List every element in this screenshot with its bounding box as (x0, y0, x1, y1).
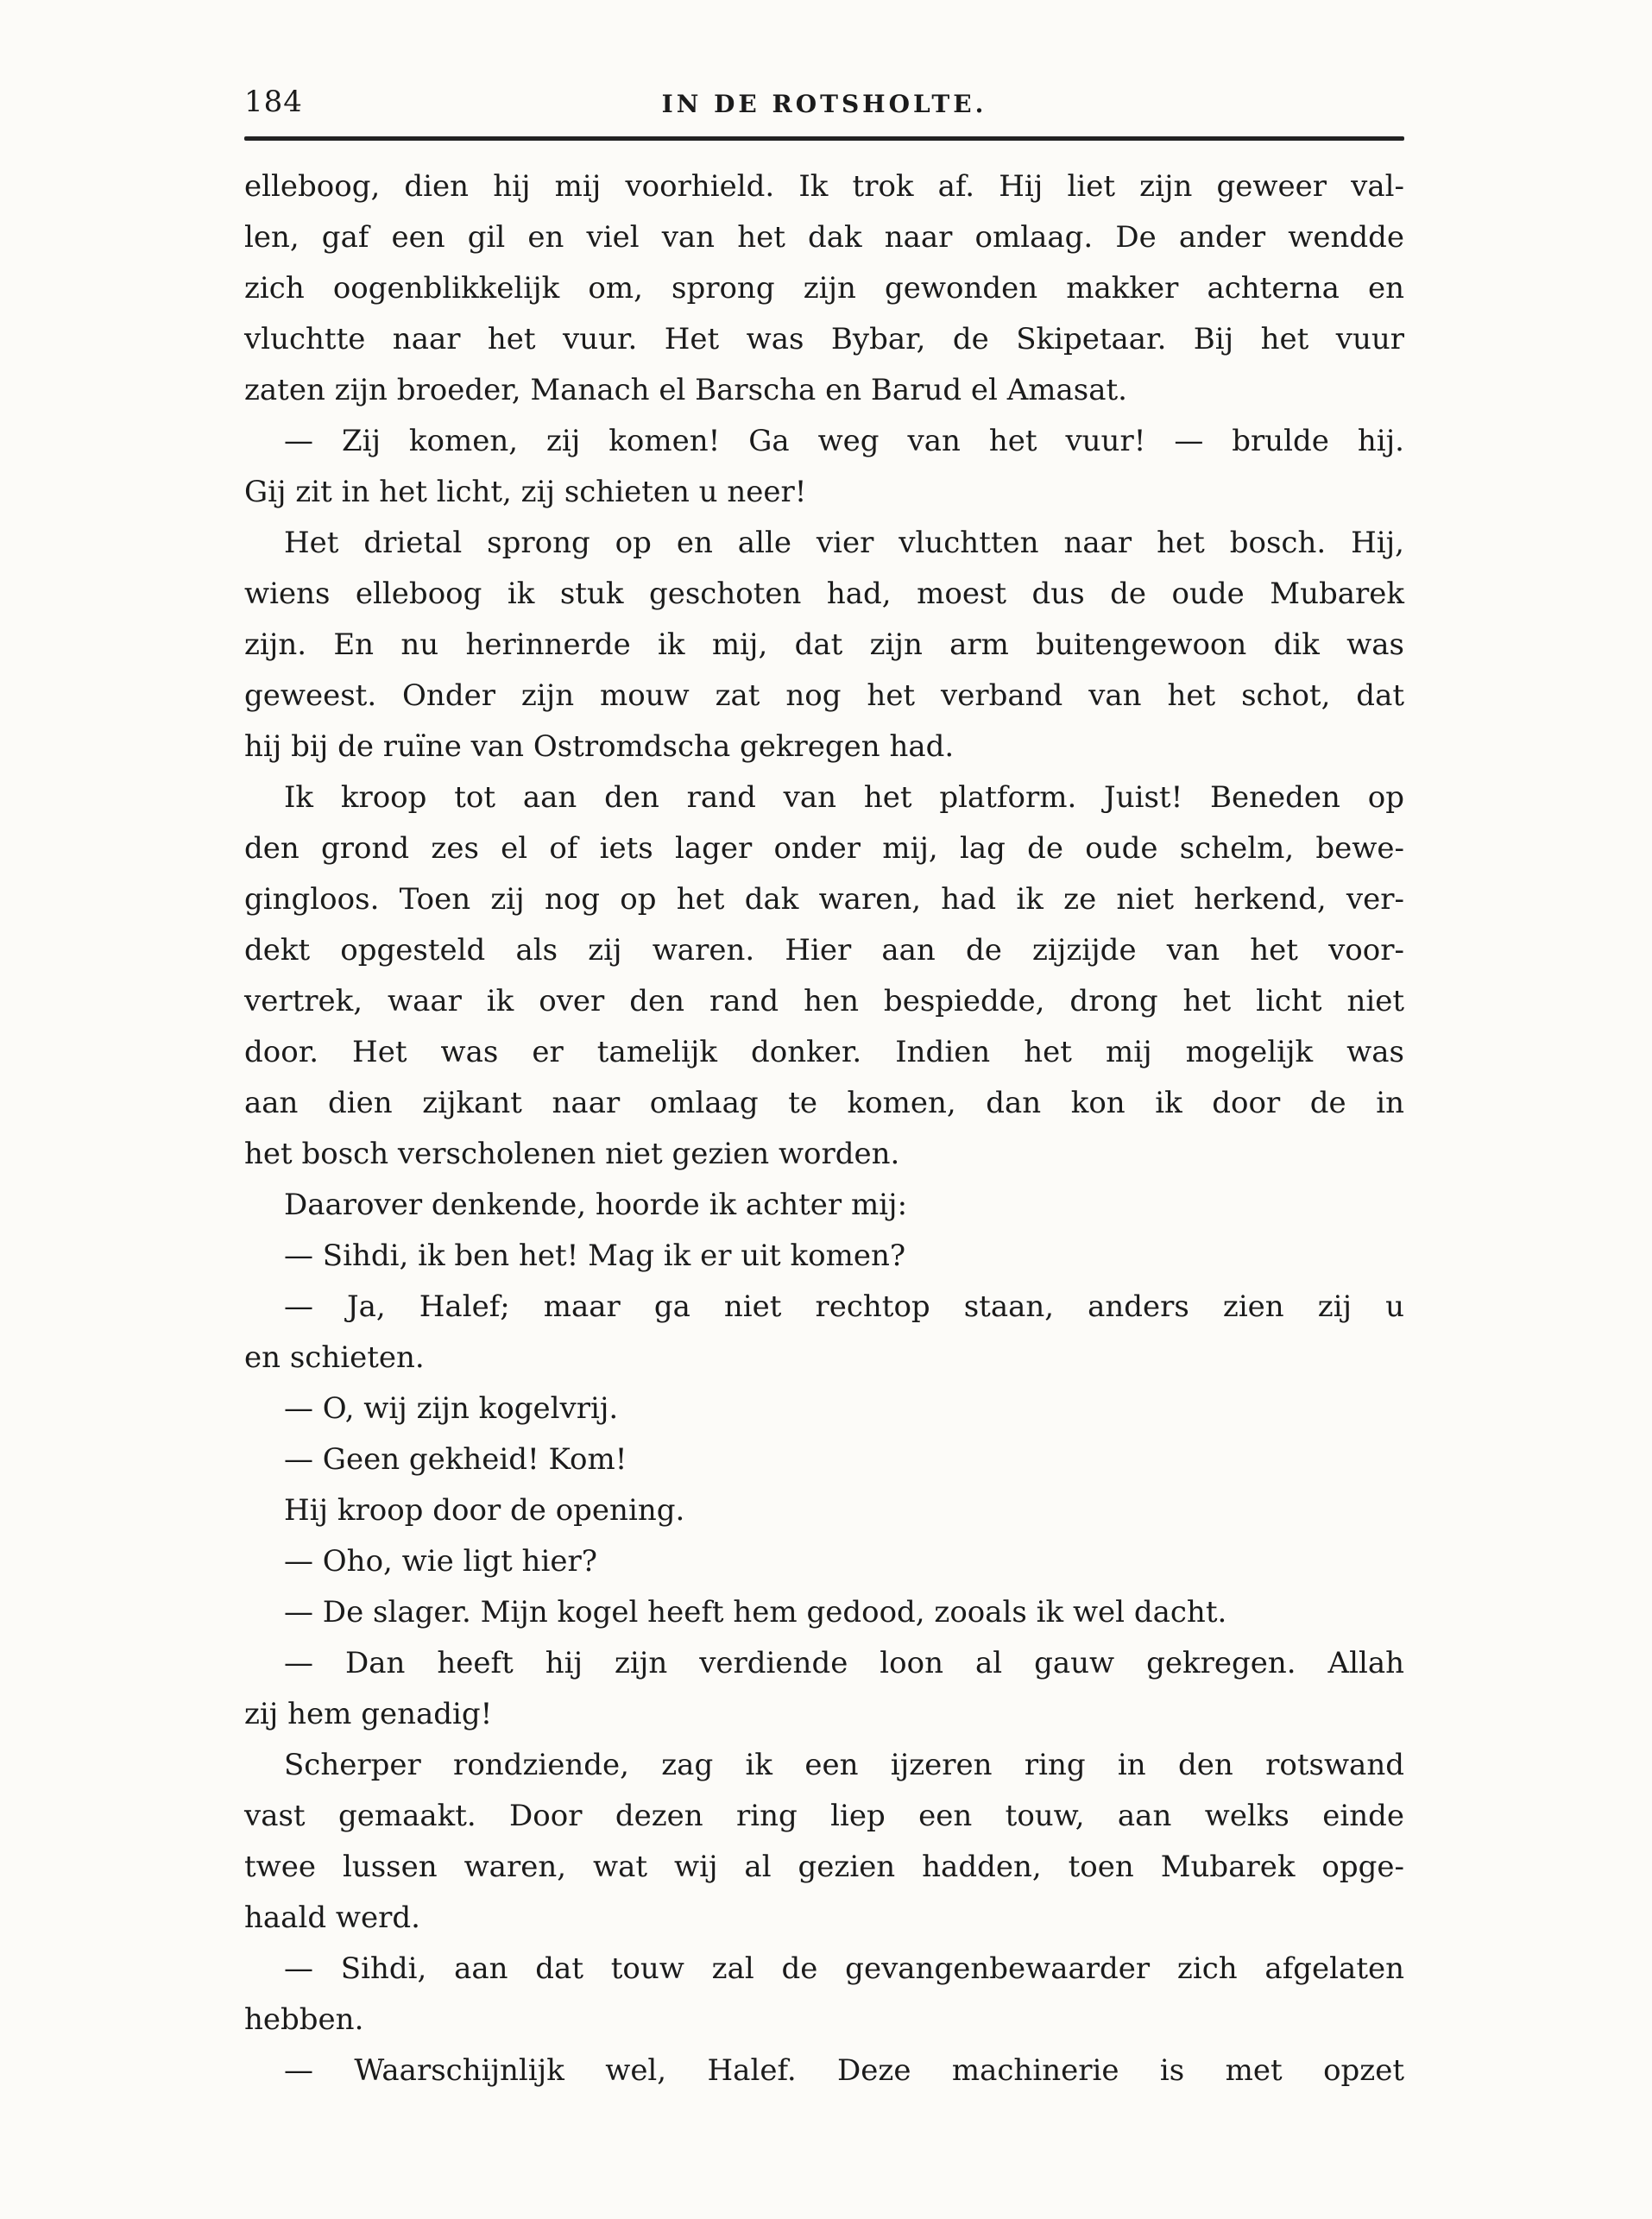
text-line: zij hem genadig! (244, 1697, 493, 1731)
page-number: 184 (244, 85, 303, 119)
text-line: vluchtte naar het vuur. Het was Bybar, de Skipetaar. Bij het vuur (244, 322, 1404, 356)
text-line: vertrek, waar ik over den rand hen bespiedde, drong het licht niet (244, 984, 1404, 1018)
text-line: en schieten. (244, 1340, 425, 1375)
text-line: Scherper rondziende, zag ik een ijzeren ring in den rotswand (284, 1748, 1404, 1782)
text-line: hebben. (244, 2002, 364, 2037)
paragraph (244, 1180, 1404, 1231)
text-line: Hij kroop door de opening. (284, 1493, 685, 1528)
text-line: — Oho, wie ligt hier? (284, 1544, 597, 1579)
paragraph (244, 416, 1404, 518)
text-line: geweest. Onder zijn mouw zat nog het verband van het schot, dat (244, 678, 1404, 713)
paragraph (244, 1384, 1404, 1434)
text-line: — Dan heeft hij zijn verdiende loon al gauw gekregen. Allah (284, 1646, 1404, 1680)
text-line: gingloos. Toen zij nog op het dak waren, had ik ze niet herkend, ver- (244, 882, 1404, 917)
header-rule (244, 136, 1404, 141)
text-line: len, gaf een gil en viel van het dak naar omlaag. De ander wendde (244, 220, 1404, 255)
text-line: zijn. En nu herinnerde ik mij, dat zijn arm buitengewoon dik was (244, 627, 1404, 662)
text-line: — Waarschijnlijk wel, Halef. Deze machinerie is met opzet (284, 2053, 1404, 2088)
text-line: dekt opgesteld als zij waren. Hier aan de zijzijde van het voor- (244, 933, 1404, 968)
paragraph (244, 1434, 1404, 1485)
paragraph (244, 1638, 1404, 1740)
text-line: — Sihdi, ik ben het! Mag ik er uit komen? (284, 1239, 906, 1273)
text-line: — De slager. Mijn kogel heeft hem gedood, zooals ik wel dacht. (284, 1595, 1227, 1630)
text-line: — Ja, Halef; maar ga niet rechtop staan, anders zien zij u (284, 1289, 1404, 1324)
text-line: haald werd. (244, 1901, 420, 1935)
text-line: — Sihdi, aan dat touw zal de gevangenbewaarder zich afgelaten (284, 1951, 1404, 1986)
paragraph (244, 1740, 1404, 1944)
paragraph (244, 518, 1404, 772)
text-line: zich oogenblikkelijk om, sprong zijn gewonden makker achterna en (244, 271, 1404, 306)
text-line: Gij zit in het licht, zij schieten u neer! (244, 475, 807, 509)
page-header (244, 83, 1404, 126)
text-line: Het drietal sprong op en alle vier vluchtten naar het bosch. Hij, (284, 526, 1404, 560)
text-line: den grond zes el of iets lager onder mij, lag de oude schelm, bewe- (244, 831, 1404, 866)
text-line: wiens elleboog ik stuk geschoten had, moest dus de oude Mubarek (244, 577, 1404, 611)
text-line: Daarover denkende, hoorde ik achter mij: (284, 1188, 908, 1222)
paragraph (244, 161, 1404, 416)
paragraph (244, 1944, 1404, 2046)
paragraph (244, 1536, 1404, 1587)
running-title: IN DE ROTSHOLTE. (661, 90, 987, 118)
page-body (244, 161, 1404, 2096)
text-line: twee lussen waren, wat wij al gezien hadden, toen Mubarek opge- (244, 1850, 1404, 1884)
text-line: het bosch verscholenen niet gezien worden. (244, 1137, 900, 1171)
text-line: zaten zijn broeder, Manach el Barscha en Barud el Amasat. (244, 373, 1127, 407)
text-line: Ik kroop tot aan den rand van het platform. Juist! Beneden op (284, 780, 1404, 815)
text-line: hij bij de ruïne van Ostromdscha gekregen had. (244, 729, 955, 764)
text-line: elleboog, dien hij mij voorhield. Ik trok af. Hij liet zijn geweer val- (244, 169, 1404, 204)
text-line: door. Het was er tamelijk donker. Indien het mij mogelijk was (244, 1035, 1404, 1069)
text-line: — O, wij zijn kogelvrij. (284, 1391, 619, 1426)
paragraph (244, 1485, 1404, 1536)
paragraph (244, 2046, 1404, 2096)
paragraph (244, 772, 1404, 1180)
paragraph (244, 1282, 1404, 1384)
text-line: vast gemaakt. Door dezen ring liep een touw, aan welks einde (244, 1799, 1404, 1833)
text-line: — Zij komen, zij komen! Ga weg van het vuur! — brulde hij. (284, 424, 1404, 458)
text-line: aan dien zijkant naar omlaag te komen, dan kon ik door de in (244, 1086, 1404, 1120)
paragraph (244, 1231, 1404, 1282)
text-line: — Geen gekheid! Kom! (284, 1442, 627, 1477)
paragraph (244, 1587, 1404, 1638)
